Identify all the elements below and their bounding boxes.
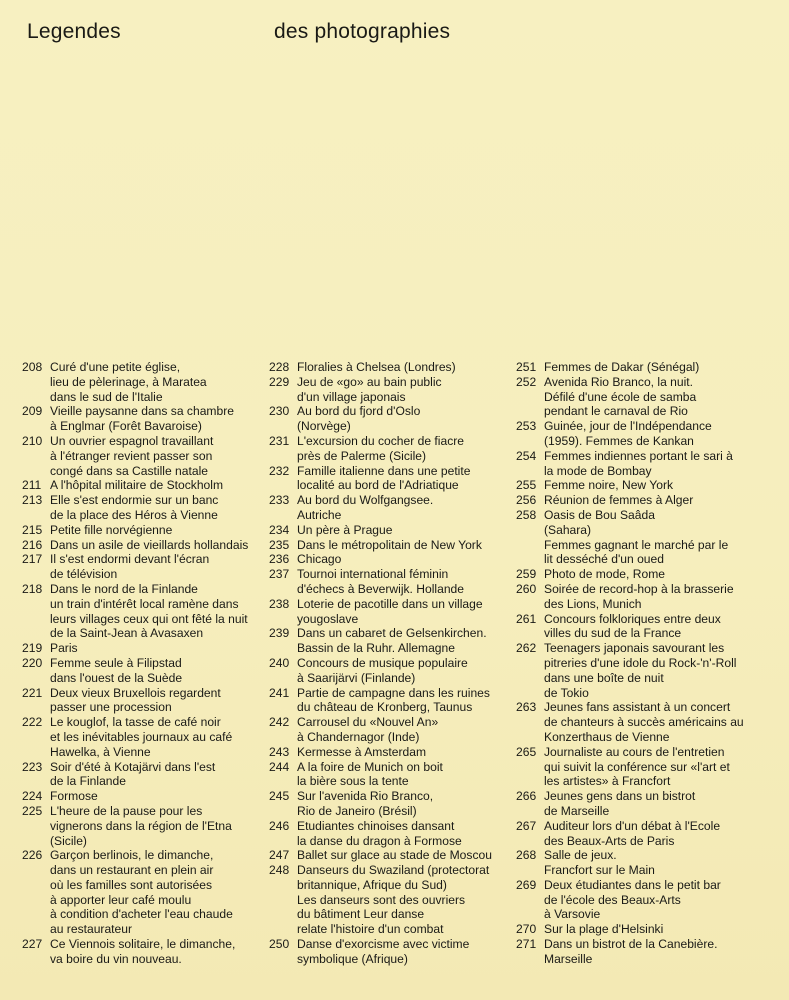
photo-caption: Soir d'été à Kotajärvi dans l'est de la Finlande <box>50 759 216 789</box>
photo-number: 222 <box>22 715 43 730</box>
photo-caption: Danseurs du Swaziland (protectorat britannique, Afrique du Sud) Les danseurs sont des ouvriers du bâtiment Leur danse relate l'histoire d'un combat <box>297 863 490 937</box>
caption-entry <box>516 922 768 937</box>
caption-entry <box>516 878 768 922</box>
photo-number: 248 <box>269 863 290 878</box>
caption-entry <box>22 760 254 790</box>
caption-entry <box>516 493 768 508</box>
photo-number: 262 <box>516 641 537 656</box>
photo-number: 244 <box>269 759 290 774</box>
caption-entry <box>516 819 768 849</box>
photo-caption: Danse d'exorcisme avec victime symbolique (Afrique) <box>297 937 470 966</box>
photo-caption: Chicago <box>297 552 342 567</box>
caption-entry <box>269 360 501 375</box>
photo-caption: Curé d'une petite église, lieu de pèlerinage, à Maratea dans le sud de l'Italie <box>50 360 207 404</box>
photo-number: 218 <box>22 581 43 596</box>
photo-caption: Teenagers japonais savourant les pitreries d'une idole du Rock-'n'-Roll dans une boîte de nuit de Tokio <box>544 641 737 700</box>
photo-caption: Deux étudiantes dans le petit bar de l'école des Beaux-Arts à Varsovie <box>544 877 721 922</box>
photo-caption: Au bord du Wolfgangsee. Autriche <box>297 493 434 522</box>
photo-caption: Femme seule à Filipstad dans l'ouest de la Suède <box>50 655 183 685</box>
caption-entry <box>22 538 254 553</box>
caption-entry <box>516 745 768 789</box>
caption-entry <box>516 567 768 582</box>
photo-caption: Réunion de femmes à Alger <box>544 493 694 508</box>
caption-column-2 <box>269 360 501 967</box>
photo-number: 237 <box>269 567 290 582</box>
caption-entry <box>516 478 768 493</box>
caption-entry <box>22 937 254 967</box>
photo-number: 246 <box>269 818 290 833</box>
photo-caption: Concours de musique populaire à Saarijärvi (Finlande) <box>297 655 468 685</box>
photo-number: 231 <box>269 433 290 448</box>
photo-caption: Concours folkloriques entre deux villes du sud de la France <box>544 611 721 641</box>
caption-entry <box>269 434 501 464</box>
photo-caption: Jeunes gens dans un bistrot de Marseille <box>544 789 696 818</box>
photo-caption: Salle de jeux. Francfort sur le Main <box>544 848 655 878</box>
photo-caption: Deux vieux Bruxellois regardent passer une procession <box>50 685 221 715</box>
photo-number: 223 <box>22 759 43 774</box>
photo-number: 265 <box>516 744 537 759</box>
photo-number: 225 <box>22 803 43 818</box>
caption-entry <box>516 937 768 967</box>
photo-caption: Femme noire, New York <box>544 478 674 493</box>
photo-number: 269 <box>516 877 537 892</box>
photo-caption: Dans le nord de la Finlande un train d'intérêt local ramène dans leurs villages ceux qui ont fêté la nuit de la Saint-Jean à Avasaxen <box>50 581 248 641</box>
caption-entry <box>516 360 768 375</box>
caption-entry <box>22 552 254 582</box>
photo-caption: Sur la plage d'Helsinki <box>544 922 664 937</box>
photo-number: 258 <box>516 507 537 522</box>
photo-caption: Femmes indiennes portant le sari à la mode de Bombay <box>544 448 733 478</box>
caption-entry <box>269 538 501 553</box>
caption-entry <box>269 745 501 760</box>
photo-number: 224 <box>22 789 43 804</box>
photo-number: 210 <box>22 433 43 448</box>
caption-entry <box>516 612 768 642</box>
photo-number: 220 <box>22 655 43 670</box>
caption-entry <box>516 582 768 612</box>
photo-number: 219 <box>22 641 43 656</box>
caption-entry <box>516 449 768 479</box>
photo-number: 239 <box>269 626 290 641</box>
photo-caption: Journaliste au cours de l'entretien qui suivit la conférence sur «l'art et les artistes» à Francfort <box>544 744 730 789</box>
photo-number: 211 <box>22 478 42 493</box>
photo-caption: Guinée, jour de l'Indépendance (1959). Femmes de Kankan <box>544 419 712 448</box>
photo-caption: Paris <box>50 641 78 656</box>
photo-number: 241 <box>269 685 290 700</box>
photo-number: 213 <box>22 493 43 508</box>
photo-number: 208 <box>22 360 43 374</box>
photo-number: 217 <box>22 552 43 567</box>
caption-entry <box>269 375 501 405</box>
caption-entry <box>516 375 768 419</box>
caption-entry <box>516 419 768 449</box>
photo-caption: Elle s'est endormie sur un banc de la place des Héros à Vienne <box>50 493 219 522</box>
caption-entry <box>22 641 254 656</box>
caption-entry <box>22 686 254 716</box>
caption-entry <box>22 478 254 493</box>
photo-number: 245 <box>269 789 290 804</box>
caption-column-3 <box>516 360 768 967</box>
photo-number: 256 <box>516 493 537 508</box>
photo-caption: Femmes de Dakar (Sénégal) <box>544 360 700 374</box>
photo-number: 235 <box>269 537 290 552</box>
photo-number: 253 <box>516 419 537 434</box>
photo-caption: Floralies à Chelsea (Londres) <box>297 360 456 374</box>
caption-entry <box>269 819 501 849</box>
caption-entry <box>516 508 768 567</box>
photo-caption: Le kouglof, la tasse de café noir et les inévitables journaux au café Hawelka, à Vienne <box>50 715 233 759</box>
photo-caption: Petite fille norvégienne <box>50 522 173 537</box>
photo-number: 260 <box>516 581 537 596</box>
photo-caption: Un père à Prague <box>297 522 393 537</box>
photo-caption: Loterie de pacotille dans un village yougoslave <box>297 596 483 626</box>
photo-caption: Dans le métropolitain de New York <box>297 537 482 552</box>
photo-number: 233 <box>269 493 290 508</box>
caption-entry <box>516 641 768 700</box>
photo-number: 252 <box>516 374 537 389</box>
photo-number: 240 <box>269 655 290 670</box>
heading-des-photographies: des photographies <box>274 20 451 43</box>
photo-caption: L'excursion du cocher de fiacre près de Palerme (Sicile) <box>297 433 465 463</box>
caption-entry <box>269 760 501 790</box>
caption-entry <box>269 848 501 863</box>
caption-entry <box>269 789 501 819</box>
photo-caption: Sur l'avenida Rio Branco, Rio de Janeiro (Brésil) <box>297 789 434 818</box>
photo-caption: Jeu de «go» au bain public d'un village japonais <box>297 374 442 404</box>
caption-entry <box>22 582 254 641</box>
photo-caption: Avenida Rio Branco, la nuit. Défilé d'une école de samba pendant le carnaval de Rio <box>544 374 697 419</box>
photo-caption: A l'hôpital militaire de Stockholm <box>50 478 224 493</box>
photo-number: 267 <box>516 818 537 833</box>
caption-entry <box>516 700 768 744</box>
photo-caption: Jeunes fans assistant à un concert de chanteurs à succès américains au Konzerthaus de Vienne <box>544 700 744 744</box>
caption-entry <box>22 434 254 478</box>
caption-entry <box>269 686 501 716</box>
photo-caption: Partie de campagne dans les ruines du château de Kronberg, Taunus <box>297 685 490 715</box>
photo-caption: Oasis de Bou Saâda (Sahara) Femmes gagnant le marché par le lit desséché d'un oued <box>544 507 729 567</box>
caption-entry <box>22 804 254 848</box>
caption-entry <box>516 789 768 819</box>
photo-number: 226 <box>22 848 43 863</box>
photo-caption: Soirée de record-hop à la brasserie des Lions, Munich <box>544 581 734 611</box>
caption-entry <box>269 626 501 656</box>
photo-number: 254 <box>516 448 537 463</box>
photo-caption: Dans un cabaret de Gelsenkirchen. Bassin de la Ruhr. Allemagne <box>297 626 487 656</box>
photo-caption: Un ouvrier espagnol travaillant à l'étranger revient passer son congé dans sa Castille natale <box>50 433 214 478</box>
caption-entry <box>269 464 501 494</box>
photo-number: 215 <box>22 522 43 537</box>
photo-number: 238 <box>269 596 290 611</box>
photo-caption: Etudiantes chinoises dansant la danse du dragon à Formose <box>297 818 462 848</box>
photo-number: 250 <box>269 937 290 952</box>
photo-caption: Il s'est endormi devant l'écran de télévision <box>50 552 210 582</box>
caption-entry <box>22 493 254 523</box>
photo-number: 227 <box>22 937 43 952</box>
photo-number: 251 <box>516 360 537 374</box>
caption-entry <box>516 848 768 878</box>
photo-caption: L'heure de la pause pour les vignerons dans la région de l'Etna (Sicile) <box>50 803 232 848</box>
photo-caption: A la foire de Munich on boit la bière sous la tente <box>297 759 443 789</box>
caption-entry <box>22 715 254 759</box>
photo-caption: Kermesse à Amsterdam <box>297 744 427 759</box>
heading-legendes: Legendes <box>27 20 121 43</box>
caption-entry <box>269 937 501 967</box>
caption-entry <box>22 656 254 686</box>
photo-caption: Dans un bistrot de la Canebière. Marseille <box>544 937 718 966</box>
caption-entry <box>269 715 501 745</box>
photo-caption: Photo de mode, Rome <box>544 567 666 582</box>
caption-entry <box>269 552 501 567</box>
photo-caption: Carrousel du «Nouvel An» à Chandernagor (Inde) <box>297 715 439 744</box>
photo-caption: Ce Viennois solitaire, le dimanche, va boire du vin nouveau. <box>50 937 236 966</box>
caption-entry <box>22 360 254 404</box>
photo-caption: Dans un asile de vieillards hollandais <box>50 537 249 552</box>
photo-caption: Auditeur lors d'un débat à l'Ecole des Beaux-Arts de Paris <box>544 818 721 848</box>
caption-entry <box>269 597 501 627</box>
photo-number: 247 <box>269 848 290 863</box>
photo-number: 271 <box>516 937 537 952</box>
photo-number: 230 <box>269 404 290 419</box>
photo-number: 236 <box>269 552 290 567</box>
caption-entry <box>269 493 501 523</box>
caption-entry <box>269 656 501 686</box>
photo-number: 221 <box>22 685 43 700</box>
photo-caption: Famille italienne dans une petite localité au bord de l'Adriatique <box>297 463 471 493</box>
photo-number: 229 <box>269 374 290 389</box>
photo-number: 261 <box>516 611 537 626</box>
photo-number: 263 <box>516 700 537 715</box>
photo-number: 270 <box>516 922 537 937</box>
caption-entry <box>269 404 501 434</box>
photo-caption: Formose <box>50 789 98 804</box>
photo-number: 255 <box>516 478 537 493</box>
photo-number: 266 <box>516 789 537 804</box>
photo-number: 209 <box>22 404 43 419</box>
caption-entry <box>269 523 501 538</box>
caption-entry <box>22 523 254 538</box>
caption-entry <box>22 404 254 434</box>
caption-entry <box>22 789 254 804</box>
caption-entry <box>22 848 254 937</box>
photo-number: 259 <box>516 567 537 582</box>
photo-caption: Garçon berlinois, le dimanche, dans un restaurant en plein air où les familles sont autorisées à apporter leur café moulu à condition d'acheter l'eau chaude au restaurateur <box>50 848 233 937</box>
photo-caption: Ballet sur glace au stade de Moscou <box>297 848 492 863</box>
photo-caption: Vieille paysanne dans sa chambre à Englmar (Forêt Bavaroise) <box>50 404 234 434</box>
caption-column-1 <box>22 360 254 967</box>
caption-entry <box>269 863 501 937</box>
photo-number: 228 <box>269 360 290 374</box>
photo-number: 242 <box>269 715 290 730</box>
photo-number: 232 <box>269 463 290 478</box>
photo-number: 234 <box>269 522 290 537</box>
photo-caption: Au bord du fjord d'Oslo (Norvège) <box>297 404 421 434</box>
photo-number: 243 <box>269 744 290 759</box>
photo-caption: Tournoi international féminin d'échecs à Beverwijk. Hollande <box>297 567 465 596</box>
photo-number: 268 <box>516 848 537 863</box>
photo-number: 216 <box>22 537 43 552</box>
caption-entry <box>269 567 501 597</box>
